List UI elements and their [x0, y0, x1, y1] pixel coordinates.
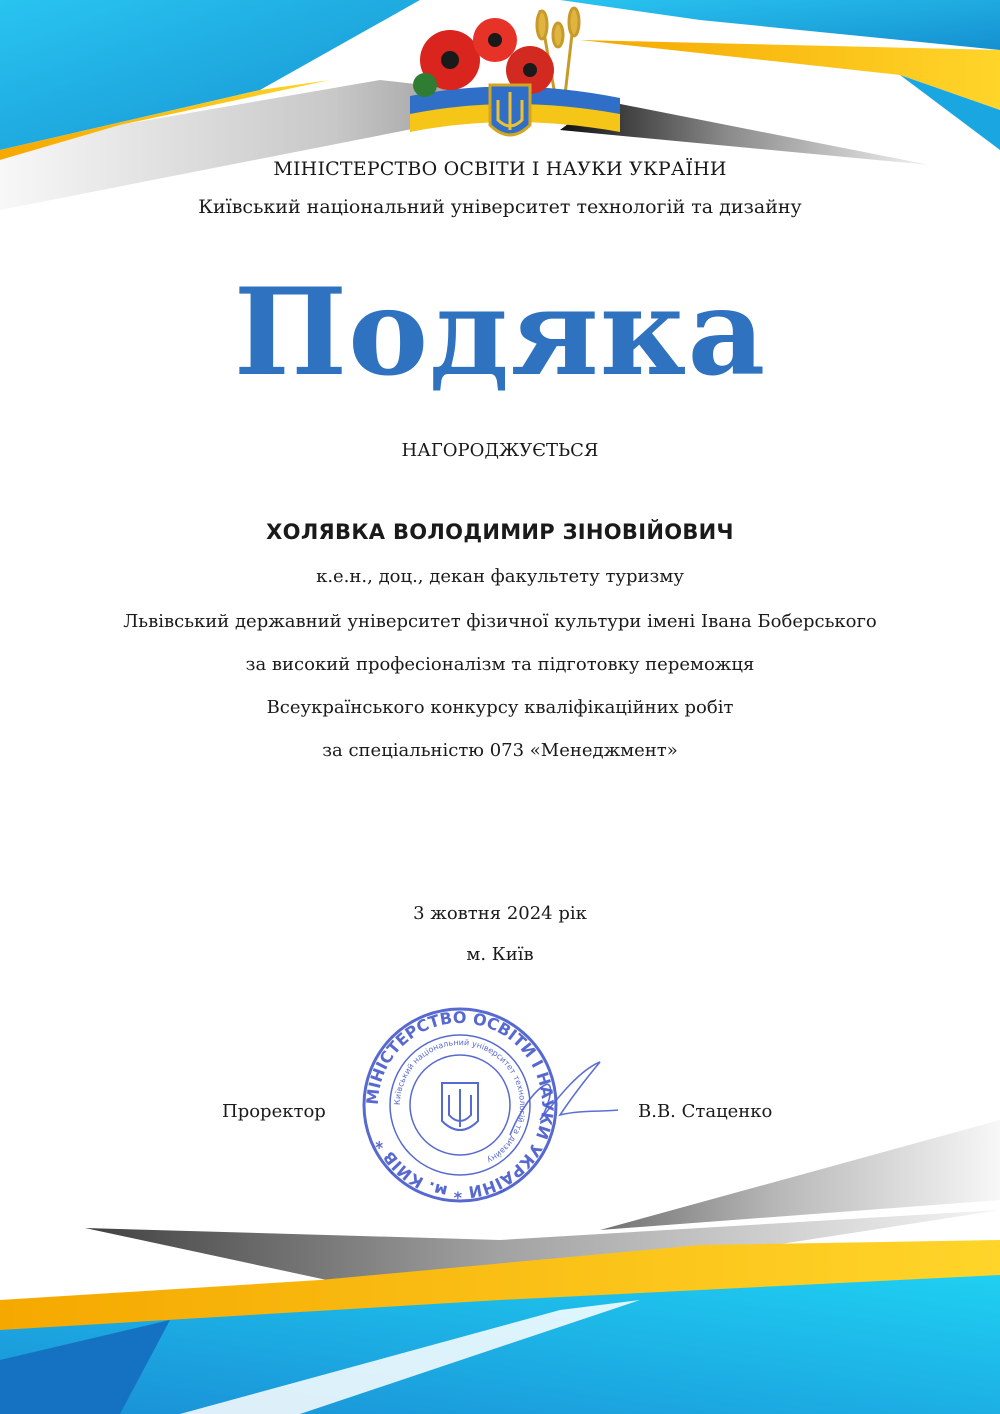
award-reason-line: Всеукраїнського конкурсу кваліфікаційних робіт	[266, 697, 734, 718]
recipient-name: ХОЛЯВКА ВОЛОДИМИР ЗІНОВІЙОВИЧ	[266, 520, 734, 544]
svg-text:МІНІСТЕРСТВО ОСВІТИ І НАУКИ УК: МІНІСТЕРСТВО ОСВІТИ І НАУКИ УКРАЇНИ * м. КИЇВ *	[362, 1007, 558, 1203]
signatory-name: В.В. Стаценко	[638, 1101, 773, 1122]
issue-city: м. Київ	[466, 944, 534, 965]
recipient-institution: Львівський державний університет фізичної культури імені Івана Боберського	[123, 611, 877, 632]
certificate-title: Подяка	[233, 262, 767, 403]
bottom-right-grey-band	[600, 1120, 1000, 1230]
awarded-label: НАГОРОДЖУЄТЬСЯ	[401, 440, 599, 461]
ministry-heading: МІНІСТЕРСТВО ОСВІТИ І НАУКИ УКРАЇНИ	[273, 158, 727, 180]
award-reason-line: за спеціальністю 073 «Менеджмент»	[322, 740, 678, 761]
university-heading: Київський національний університет технологій та дизайну	[198, 196, 802, 218]
signatory-role: Проректор	[222, 1101, 326, 1122]
award-reason-line: за високий професіоналізм та підготовку переможця	[245, 654, 755, 675]
issue-date: 3 жовтня 2024 рік	[413, 903, 587, 924]
recipient-position: к.е.н., доц., декан факультету туризму	[316, 566, 684, 587]
handwritten-signature-icon	[490, 1050, 620, 1150]
trident-flowers-emblem-icon	[380, 0, 640, 150]
svg-text:Київський національний універс: Київський національний університет технологій та дизайну	[392, 1037, 528, 1166]
